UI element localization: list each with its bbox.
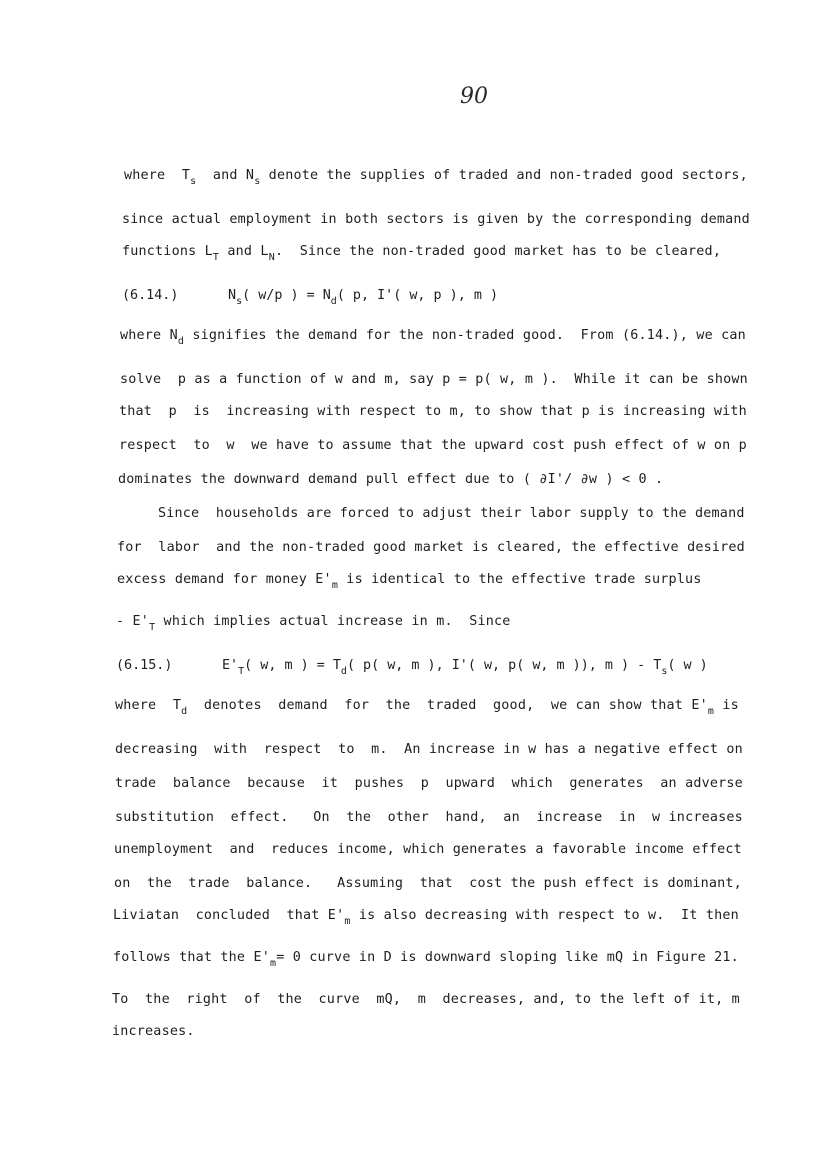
text-line [113,950,739,969]
text-line [115,742,743,757]
text-line [122,212,750,227]
text-run: is [714,698,739,713]
text-line [112,992,740,1007]
text-line [113,908,739,927]
text-run: signifies the demand for the non-traded good. From (6.14.), we can [184,328,746,343]
text-line [117,540,745,555]
text-run: N [228,288,237,303]
text-run: and L [219,244,269,259]
text-run: To the right of the curve mQ, m decreases, and, to the left of it, m [112,992,740,1007]
text-run: excess demand for money E' [117,572,332,587]
text-run: denote the supplies of traded and non-traded good sectors, [260,168,748,183]
text-run: dominates the downward demand pull effect due to ( ∂I'/ ∂w ) < 0 . [118,472,664,487]
equation-label: (6.15.) [116,658,173,673]
text-run: that p is increasing with respect to m, to show that p is increasing with [119,404,747,419]
text-run: = 0 curve in D is downward sloping like mQ in Figure 21. [276,950,739,965]
subscript: s [254,176,261,187]
text-line [119,404,747,419]
subscript: d [177,336,185,347]
text-run: substitution effect. On the other hand, an increase in w increases [115,810,743,825]
text-run: Liviatan concluded that E' [113,908,345,923]
subscript: m [344,916,351,927]
subscript: d [181,706,188,717]
text-run: where N [120,328,178,343]
equation [228,288,498,307]
text-line [120,328,746,347]
text-line [122,244,721,263]
subscript: d [330,296,337,307]
text-run: ( w ) [667,658,708,673]
text-run: trade balance because it pushes p upward which generates an adverse [115,776,743,791]
text-line [114,842,742,857]
subscript: m [707,706,715,717]
text-run: Since households are forced to adjust their labor supply to the demand [158,506,745,521]
text-line [117,572,702,591]
text-run: denotes demand for the traded good, we can show that E' [187,698,708,713]
text-line [114,876,742,891]
text-run: follows that the E' [113,950,270,965]
text-run: where T [124,168,191,183]
text-run: which implies actual increase in m. Since [155,614,511,629]
text-line [120,372,748,387]
subscript: m [331,580,339,591]
subscript: m [269,958,277,969]
text-line [115,810,743,825]
text-run: is also decreasing with respect to w. It then [350,908,739,923]
text-run: . Since the non-traded good market has to be cleared, [274,244,722,259]
text-run: on the trade balance. Assuming that cost the push effect is dominant, [114,876,742,891]
text-run: decreasing with respect to m. An increase in w has a negative effect on [115,742,743,757]
subscript: T [149,622,156,633]
equation-label: (6.14.) [122,288,179,303]
text-run: is identical to the effective trade surplus [338,572,702,587]
subscript: d [340,666,347,677]
text-line [115,776,743,791]
text-line [116,614,511,633]
text-line [118,472,663,487]
text-run: unemployment and reduces income, which generates a favorable income effect [114,842,742,857]
text-run: increases. [112,1024,195,1039]
equation [222,658,708,677]
text-run: solve p as a function of w and m, say p = p( w, m ). While it can be shown [120,372,748,387]
text-run: ( w, m ) = T [244,658,341,673]
text-line [158,506,745,521]
text-run: ( p, I'( w, p ), m ) [336,288,499,303]
subscript: N [268,252,275,263]
subscript: s [661,666,668,677]
subscript: T [212,252,220,263]
text-run: respect to w we have to assume that the upward cost push effect of w on p [119,438,747,453]
text-run: for labor and the non-traded good market is cleared, the effective desired [117,540,745,555]
text-run: and N [196,168,255,183]
text-run: where T [115,698,182,713]
text-run: since actual employment in both sectors is given by the corresponding demand [122,212,750,227]
text-line [119,438,747,453]
text-line [112,1024,195,1039]
text-run: E' [222,658,239,673]
text-run: ( w/p ) = N [242,288,331,303]
subscript: s [236,296,243,307]
text-run: ( p( w, m ), I'( w, p( w, m )), m ) - T [346,658,662,673]
text-run: - E' [116,614,150,629]
subscript: T [238,666,245,677]
text-run: functions L [122,244,213,259]
page-number: 90 [460,84,488,109]
text-line [115,698,739,717]
subscript: s [190,176,197,187]
text-line [124,168,748,187]
